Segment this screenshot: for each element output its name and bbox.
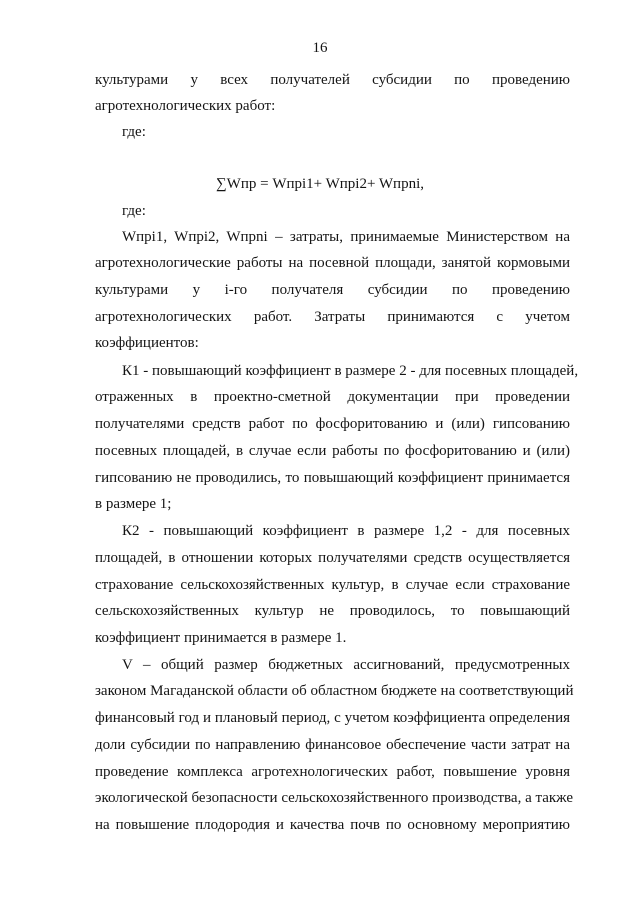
text-line: коэффициентов: — [95, 335, 199, 351]
text-line: проведение комплекса агротехнологических работ, повышение уровня — [95, 764, 570, 780]
text-line: законом Магаданской области об областном бюджете на соответствующий — [95, 683, 574, 699]
text-line: доли субсидии по направлению финансовое обеспечение части затрат на — [95, 737, 570, 753]
text-line: площадей, в отношении которых получателями средств осуществляется — [95, 550, 570, 566]
text-line: экологической безопасности сельскохозяйственного производства, а также — [95, 790, 574, 806]
text-line: культурами у i-го получателя субсидии по проведению — [95, 282, 570, 298]
text-line: получателями средств работ по фосфоритованию и (или) гипсованию — [95, 416, 570, 432]
text-line: агротехнологические работы на посевной площади, занятой кормовыми — [95, 255, 570, 271]
text-line: финансовый год и плановый период, с учетом коэффициента определения — [95, 710, 570, 726]
text-line: сельскохозяйственных культур не проводилось, то повышающий — [95, 603, 570, 619]
formula: ∑Wпр = Wпрi1+ Wпрi2+ Wпрni, — [215, 176, 425, 192]
text-line: страхование сельскохозяйственных культур, в случае если страхование — [95, 577, 570, 593]
text-line: культурами у всех получателей субсидии по проведению — [95, 72, 570, 88]
text-line: Wпрi1, Wпрi2, Wпрni – затраты, принимаемые Министерством на — [122, 229, 570, 245]
page-number: 16 — [312, 40, 328, 56]
text-line: К1 - повышающий коэффициент в размере 2 - для посевных площадей, — [122, 363, 579, 379]
text-line: V – общий размер бюджетных ассигнований, предусмотренных — [122, 657, 570, 673]
text-line: где: — [122, 203, 146, 219]
text-line: коэффициент принимается в размере 1. — [95, 630, 347, 646]
text-line: где: — [122, 124, 146, 140]
text-line: агротехнологических работ. Затраты принимаются с учетом — [95, 309, 570, 325]
text-line: К2 - повышающий коэффициент в размере 1,2 - для посевных — [122, 523, 570, 539]
text-line: отраженных в проектно-сметной документации при проведении — [95, 389, 570, 405]
text-line: на повышение плодородия и качества почв по основному мероприятию — [95, 817, 570, 833]
text-line: агротехнологических работ: — [95, 98, 276, 114]
text-line: посевных площадей, в случае если работы по фосфоритованию и (или) — [95, 443, 570, 459]
text-line: гипсованию не проводились, то повышающий коэффициент принимается — [95, 470, 570, 486]
text-line: в размере 1; — [95, 496, 172, 512]
